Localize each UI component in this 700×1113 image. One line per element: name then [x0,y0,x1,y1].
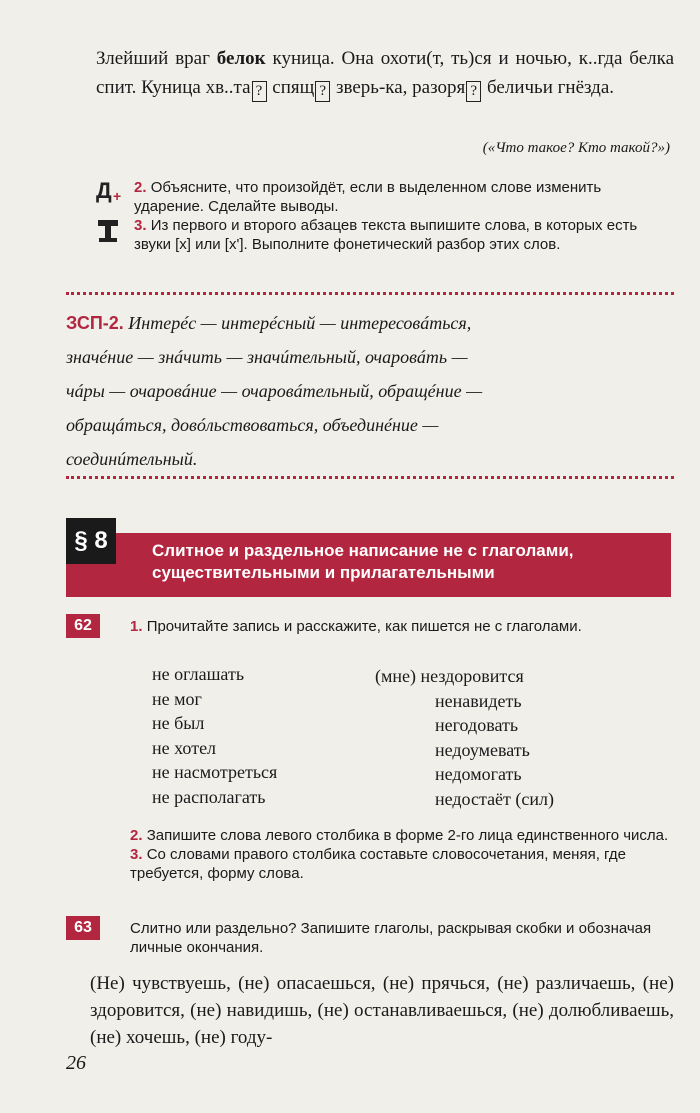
intro-paragraph: Злейший враг белок куница. Она охоти(т, ть)ся и ночью, к..гда белка спит. Куница хв..та ? спящ ? зверь-ка, разоря ? беличьи гнёзда. [96,44,674,102]
question-box: ? [315,81,330,102]
zsp-line: обращáться, довóльствоваться, объединéние — [66,415,439,435]
section-title: Слитное и раздельное написание не с глаголами, существительными и прилагательными [152,541,574,582]
left-word-column [152,662,277,809]
right-word-column [375,664,554,811]
list-item: недоумевать [435,739,530,760]
source-citation: («Что такое? Кто такой?») [482,140,670,156]
question-box: ? [252,81,267,102]
list-item: не был [152,713,205,733]
zsp-line: ЗСП-2. Интерéс — интерéсный — интересовáться, [66,313,472,333]
exercise-task: Слитно или раздельно? Запишите глаголы, раскрывая скобки и обозначая личные окончания. [130,920,652,956]
bold-word: белок [216,48,266,69]
divider [66,292,674,295]
divider [66,476,674,479]
exercise-task: 2. Запишите слова левого столбика в форме 2-го лица единственного числа. 3. Со словами правого столбика составьте словосочетания, меняя, где требуется, форму слова. [130,827,669,882]
page-number: 26 [66,1052,86,1074]
list-item: не оглашать [152,664,245,684]
list-item: ненавидеть [435,690,522,711]
zsp-line: значéние — знáчить — значúтельный, очаровáть — [66,347,468,367]
list-item: недостаёт (сил) [435,788,555,809]
list-item: не располагать [152,786,266,807]
list-item: не хотел [152,737,217,758]
zsp-line: соединúтельный. [66,449,198,469]
question-box: ? [466,81,481,102]
list-item: (мне) нездоровится [375,666,524,686]
exercise-task: 1. Прочитайте запись и расскажите, как пишется не с глаголами. [130,618,582,635]
d-icon: Д + [96,178,122,204]
exercise-number: 62 [66,614,100,638]
tool-icon [96,218,120,244]
zsp-line: чáры — очаровáние — очаровáтельный, обращéние — [66,381,483,401]
section-number: § 8 [66,518,116,564]
list-item: не мог [152,688,202,709]
t-icon [96,218,122,244]
zsp-block [66,306,676,476]
list-item: недомогать [435,764,522,784]
final-paragraph: (Не) чувствуешь, (не) опасаешься, (не) прячься, (не) различаешь, (не) здоровится, (не) навидишь, (не) останавливаешься, (не) долюбливаешь, (не) хочешь, (не) году- [90,973,674,1048]
exercise-number: 63 [66,916,100,940]
task-item: 3. Из первого и второго абзацев текста выпишите слова, в которых есть звуки [х] или [х']. Выполните фонетический разбор этих слов. [134,217,638,253]
list-item: негодовать [435,715,519,735]
list-item: не насмотреться [152,762,278,782]
task-item: 2. Объясните, что произойдёт, если в выделенном слове изменить ударение. Сделайте выводы. [134,179,602,215]
task-list [134,178,674,254]
